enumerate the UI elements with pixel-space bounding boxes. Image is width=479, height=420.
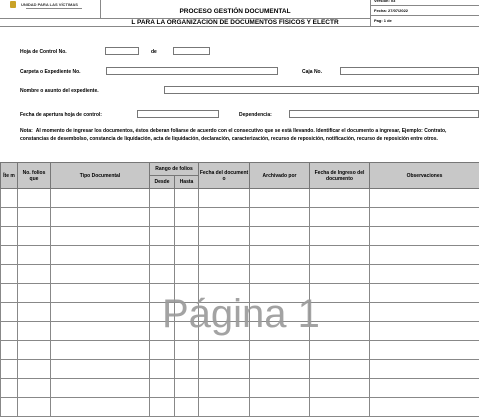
carpeta-input[interactable] [106,67,278,75]
table-cell[interactable] [199,189,250,208]
table-cell[interactable] [310,208,370,227]
table-cell[interactable] [250,246,310,265]
table-cell[interactable] [1,360,18,379]
table-cell[interactable] [1,284,18,303]
table-cell[interactable] [310,360,370,379]
table-cell[interactable] [199,246,250,265]
process-title: PROCESO GESTIÓN DOCUMENTAL [179,8,291,15]
table-cell[interactable] [370,189,479,208]
date-text: Fecha: 27/07/2022 [374,8,409,13]
table-cell[interactable] [150,379,175,398]
page-watermark: Página 1 [162,292,320,336]
table-cell[interactable] [51,284,150,303]
caja-label: Caja No. [302,69,323,75]
col-tipo-documental: Tipo Documental [51,163,150,189]
table-cell[interactable] [1,227,18,246]
col-desde: Desde [150,176,175,189]
table-row [1,341,479,360]
dependencia-input[interactable] [289,110,479,118]
table-cell[interactable] [250,341,310,360]
table-cell[interactable] [18,303,51,322]
table-cell[interactable] [150,265,175,284]
table-cell[interactable] [199,360,250,379]
hoja-total-input[interactable] [173,47,210,55]
table-cell[interactable] [370,246,479,265]
note-paragraph [20,127,472,143]
col-folios: No. folios que [18,163,51,189]
table-cell[interactable] [310,189,370,208]
note-label: Nota: [20,128,33,134]
table-cell[interactable] [250,265,310,284]
logo-cell [0,0,101,19]
version-block [370,0,479,26]
table-cell[interactable] [175,360,199,379]
table-cell[interactable] [370,208,479,227]
table-cell[interactable] [370,341,479,360]
table-cell[interactable] [51,398,150,417]
col-rango-folios: Rango de folios [150,163,199,176]
table-cell[interactable] [250,398,310,417]
table-cell[interactable] [310,379,370,398]
table-cell[interactable] [18,227,51,246]
table-cell[interactable] [175,227,199,246]
table-cell[interactable] [150,208,175,227]
table-cell[interactable] [51,379,150,398]
table-cell[interactable] [51,341,150,360]
table-cell[interactable] [370,398,479,417]
table-cell[interactable] [370,284,479,303]
table-cell[interactable] [150,189,175,208]
form-title: L PARA LA ORGANIZACIÓN DE DOCUMENTOS FÍSICOS Y ELECTR [131,19,339,26]
table-cell[interactable] [18,360,51,379]
table-cell[interactable] [18,189,51,208]
table-cell[interactable] [310,227,370,246]
table-cell[interactable] [1,398,18,417]
table-cell[interactable] [1,265,18,284]
table-cell[interactable] [150,398,175,417]
table-cell[interactable] [175,398,199,417]
hoja-control-label: Hoja de Control No. [20,49,67,55]
dependencia-label: Dependencia: [239,112,272,118]
table-cell[interactable] [51,360,150,379]
table-cell[interactable] [250,189,310,208]
table-cell[interactable] [250,379,310,398]
table-cell[interactable] [18,322,51,341]
table-cell[interactable] [18,265,51,284]
table-cell[interactable] [51,246,150,265]
table-cell[interactable] [175,246,199,265]
table-cell[interactable] [370,265,479,284]
table-cell[interactable] [18,341,51,360]
table-cell[interactable] [51,208,150,227]
table-cell[interactable] [199,341,250,360]
note-text: Al momento de ingresar los documentos, éstos deberan foliarse de acuerdo con el consecutivo que se està llevando. Identificar el documento a ingresar, Ejemplo: Contrato, constancias de desembolso, constancia de liquidación, acta de liquidación, declaración, caracterización, recurso de reposición, notificación, recurso de reposición entre otros. [20,128,447,142]
table-cell[interactable] [199,265,250,284]
table-cell[interactable] [150,246,175,265]
table-row [1,360,479,379]
table-cell[interactable] [150,227,175,246]
table-cell[interactable] [51,303,150,322]
table-cell[interactable] [370,322,479,341]
col-hasta: Hasta [175,176,199,189]
fecha-apertura-label: Fecha de apertura hoja de control: [20,112,102,118]
col-fecha-ingreso: Fecha de Ingreso del documento [310,163,370,189]
caja-input[interactable] [340,67,479,75]
col-archivado-por: Archivado por [250,163,310,189]
table-cell[interactable] [370,303,479,322]
table-cell[interactable] [250,360,310,379]
document-header [0,0,479,26]
table-cell[interactable] [1,379,18,398]
table-cell[interactable] [150,360,175,379]
table-cell[interactable] [51,189,150,208]
table-cell[interactable] [18,398,51,417]
table-cell[interactable] [1,208,18,227]
table-cell[interactable] [1,246,18,265]
table-cell[interactable] [175,208,199,227]
table-cell[interactable] [51,265,150,284]
table-cell[interactable] [175,341,199,360]
table-cell[interactable] [51,322,150,341]
table-row [1,246,479,265]
table-cell[interactable] [310,246,370,265]
col-item: Íte m [1,163,18,189]
table-cell[interactable] [18,284,51,303]
table-cell[interactable] [1,303,18,322]
table-row [1,189,479,208]
table-cell[interactable] [370,360,479,379]
nombre-asunto-label: Nombre o asunto del expediente. [20,88,99,94]
fecha-apertura-input[interactable] [137,110,219,118]
table-cell[interactable] [18,246,51,265]
table-row [1,265,479,284]
table-row [1,208,479,227]
table-cell[interactable] [310,398,370,417]
logo-emblem-icon [10,1,16,8]
carpeta-label: Carpeta o Expediente No. [20,69,81,75]
table-row [1,379,479,398]
table-cell[interactable] [18,379,51,398]
table-cell[interactable] [1,189,18,208]
table-cell[interactable] [199,379,250,398]
table-cell[interactable] [1,341,18,360]
table-cell[interactable] [175,189,199,208]
documents-table [0,162,479,417]
table-cell[interactable] [1,322,18,341]
col-observaciones: Observaciones [370,163,479,189]
table-cell[interactable] [310,341,370,360]
logo-underline [26,8,82,9]
table-row [1,398,479,417]
hoja-control-input[interactable] [105,47,139,55]
table-cell[interactable] [250,208,310,227]
de-label: de [151,49,157,55]
table-cell[interactable] [199,208,250,227]
page-text: Pag: 1 de [374,18,392,23]
table-cell[interactable] [199,227,250,246]
nombre-asunto-input[interactable] [164,86,479,94]
table-cell[interactable] [370,227,479,246]
table-cell[interactable] [150,341,175,360]
table-cell[interactable] [18,208,51,227]
table-cell[interactable] [175,379,199,398]
table-cell[interactable] [51,227,150,246]
table-cell[interactable] [175,265,199,284]
table-row [1,227,479,246]
logo-text: UNIDAD PARA LAS VÍCTIMAS [21,2,78,7]
table-cell[interactable] [250,227,310,246]
version-text: Versión: 03 [374,0,396,3]
table-cell[interactable] [370,379,479,398]
table-cell[interactable] [310,265,370,284]
col-fecha-documento: Fecha del document o [199,163,250,189]
table-cell[interactable] [199,398,250,417]
